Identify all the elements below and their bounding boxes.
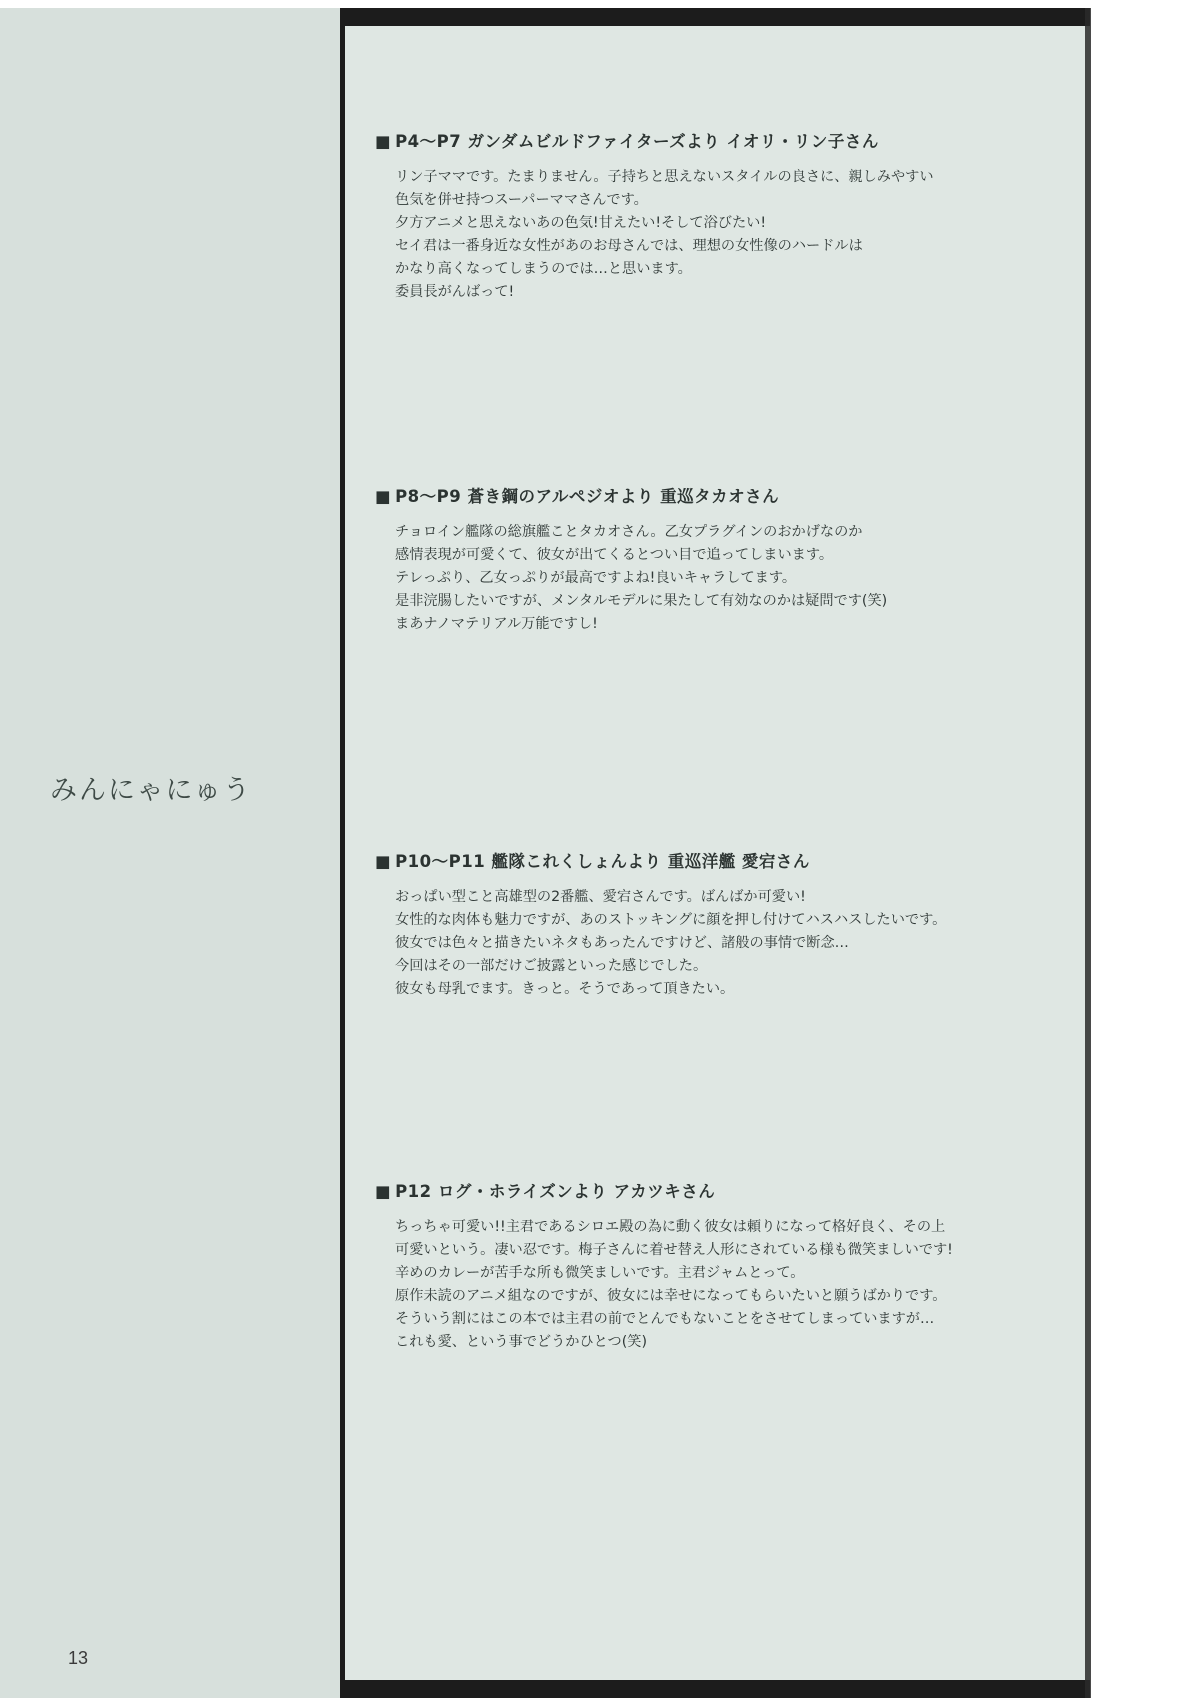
body-line: 女性的な肉体も魅力ですが、あのストッキングに顔を押し付けてハスハスしたいです。 bbox=[395, 912, 947, 928]
body-line: そういう割にはこの本では主君の前でとんでもないことをさせてしまっていますが… bbox=[395, 1311, 935, 1327]
body-line: リン子ママです。たまりません。子持ちと思えないスタイルの良さに、親しみやすい bbox=[395, 169, 934, 185]
body-line: 彼女では色々と描きたいネタもあったんですけど、諸般の事情で断念… bbox=[395, 935, 849, 951]
section-body bbox=[395, 166, 1055, 304]
body-line: 辛めのカレーが苦手な所も微笑ましいです。主君ジャムとって。 bbox=[395, 1265, 805, 1281]
bullet-marker-icon: ■ bbox=[375, 852, 392, 871]
section-heading bbox=[375, 1178, 1055, 1202]
body-line: 是非浣腸したいですが、メンタルモデルに果たして有効なのかは疑問です(笑) bbox=[395, 593, 888, 609]
section-heading bbox=[375, 483, 1055, 507]
section-heading-text: P8〜P9 蒼き鋼のアルペジオより 重巡タカオさん bbox=[395, 487, 780, 506]
top-black-bar bbox=[340, 8, 1090, 26]
section-body bbox=[395, 886, 1055, 1001]
section-heading-text: P4〜P7 ガンダムビルドファイターズより イオリ・リン子さん bbox=[395, 132, 879, 151]
body-line: 感情表現が可愛くて、彼女が出てくるとつい目で追ってしまいます。 bbox=[395, 547, 834, 563]
scanned-sheet bbox=[0, 8, 1090, 1698]
body-line: かなり高くなってしまうのでは…と思います。 bbox=[395, 261, 692, 277]
page-number: 13 bbox=[68, 1648, 89, 1668]
section bbox=[375, 848, 1055, 1001]
body-line: これも愛、という事でどうかひとつ(笑) bbox=[395, 1334, 647, 1350]
left-margin-band bbox=[0, 8, 340, 1698]
bottom-black-bar bbox=[340, 1680, 1090, 1698]
body-line: ちっちゃ可愛い!!主君であるシロエ殿の為に動く彼女は頼りになって格好良く、その上 bbox=[395, 1219, 946, 1235]
section bbox=[375, 128, 1055, 304]
body-line: セイ君は一番身近な女性があのお母さんでは、理想の女性像のハードルは bbox=[395, 238, 863, 254]
bullet-marker-icon: ■ bbox=[375, 1182, 392, 1201]
body-line: まあナノマテリアル万能ですし! bbox=[395, 616, 598, 632]
body-line: 彼女も母乳でます。きっと。そうであって頂きたい。 bbox=[395, 981, 735, 997]
body-line: チョロイン艦隊の総旗艦ことタカオさん。乙女プラグインのおかげなのか bbox=[395, 524, 863, 540]
body-line: 原作未読のアニメ組なのですが、彼女には幸せになってもらいたいと願うばかりです。 bbox=[395, 1288, 947, 1304]
section-body bbox=[395, 1216, 1055, 1354]
section-heading-text: P12 ログ・ホライズンより アカツキさん bbox=[395, 1182, 716, 1201]
body-line: テレっぷり、乙女っぷりが最高ですよね!良いキャラしてます。 bbox=[395, 570, 797, 586]
section-heading-text: P10〜P11 艦隊これくしょんより 重巡洋艦 愛宕さん bbox=[395, 852, 810, 871]
section bbox=[375, 483, 1055, 636]
bullet-marker-icon: ■ bbox=[375, 132, 392, 151]
book-title: みんにゃにゅう bbox=[50, 775, 252, 806]
outer-white-margin bbox=[1091, 0, 1200, 1705]
body-line: 委員長がんばって! bbox=[395, 284, 515, 300]
section-heading bbox=[375, 848, 1055, 872]
body-line: 可愛いという。凄い忍です。梅子さんに着せ替え人形にされている様も微笑ましいです! bbox=[395, 1242, 953, 1258]
body-line: 色気を併せ持つスーパーママさんです。 bbox=[395, 192, 648, 208]
body-line: 今回はその一部だけご披露といった感じでした。 bbox=[395, 958, 708, 974]
section-body bbox=[395, 521, 1055, 636]
section-heading bbox=[375, 128, 1055, 152]
bullet-marker-icon: ■ bbox=[375, 487, 392, 506]
body-line: おっぱい型こと高雄型の2番艦、愛宕さんです。ばんばか可愛い! bbox=[395, 889, 806, 905]
body-line: 夕方アニメと思えないあの色気!甘えたい!そして浴びたい! bbox=[395, 215, 767, 231]
section bbox=[375, 1178, 1055, 1354]
